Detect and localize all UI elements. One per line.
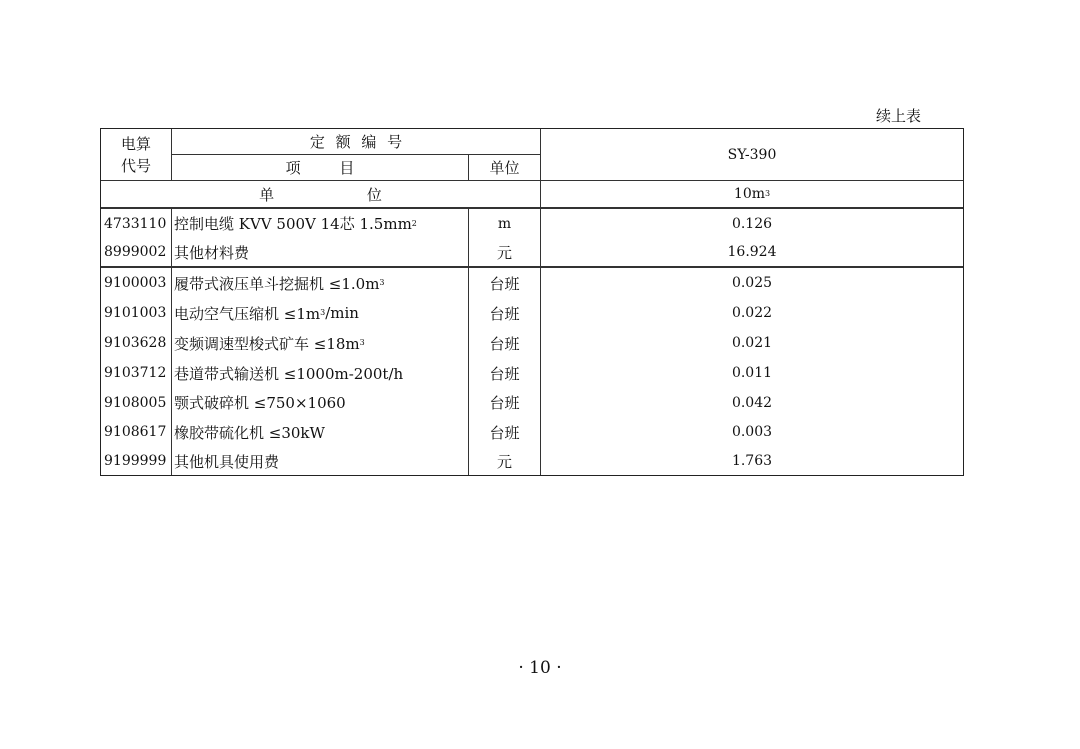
row-code: 9103712 <box>104 365 167 381</box>
row-unit: 台班 <box>489 364 520 383</box>
unit-row-label: 单 位 <box>259 185 382 204</box>
row-item-name: 控制电缆 KVV 500V 14芯 1.5mm <box>174 215 412 233</box>
code-column-header <box>101 129 171 180</box>
unit-row-value: 10m 3 <box>733 186 771 202</box>
row-value: 0.003 <box>731 424 773 440</box>
quota-table <box>100 128 964 476</box>
row-value: 0.022 <box>731 305 773 321</box>
row-code: 9108005 <box>104 394 167 411</box>
quota-number-label: 定 额 编 号 <box>309 133 403 151</box>
row-code: 9199999 <box>104 453 167 469</box>
row-item: 变频调速型梭式矿车 ≤18m 3 <box>174 334 365 353</box>
row-unit: 台班 <box>489 334 520 353</box>
row-unit: 台班 <box>489 304 520 323</box>
row-item-suffix: /min <box>325 304 359 322</box>
row-unit: 元 <box>496 452 512 471</box>
row-item <box>174 417 468 447</box>
row-item <box>174 388 468 417</box>
row-code: 9103628 <box>104 335 167 351</box>
row-unit: 台班 <box>489 423 520 442</box>
row-code: 8999002 <box>104 244 167 260</box>
row-item-name: 巷道带式输送机 ≤1000m-200t/h <box>174 364 404 383</box>
row-item: 控制电缆 KVV 500V 14芯 1.5mm 2 <box>174 215 417 233</box>
row-item-name: 颚式破碎机 ≤750×1060 <box>174 394 346 412</box>
row-code: 9100003 <box>104 275 167 291</box>
row-unit: 台班 <box>489 394 520 412</box>
row-value: 0.025 <box>731 275 773 291</box>
row-item-name: 其他材料费 <box>174 243 250 262</box>
code-header-line1: 电算 <box>120 134 151 153</box>
row-unit: m <box>497 215 512 232</box>
quota-number-value: SY-390 <box>727 146 777 163</box>
column-divider-line <box>171 208 172 475</box>
item-column-header: 项 目 <box>285 159 355 177</box>
row-value: 16.924 <box>727 244 777 260</box>
row-value: 0.126 <box>731 215 773 232</box>
row-item-name: 电动空气压缩机 ≤1m <box>174 304 321 323</box>
page-number: · 10 · <box>518 658 562 678</box>
row-code: 4733110 <box>104 215 167 232</box>
row-value: 0.021 <box>731 335 773 351</box>
row-item-name: 橡胶带硫化机 ≤30kW <box>174 423 325 442</box>
row-item: 履带式液压单斗挖掘机 ≤1.0m 3 <box>174 274 385 293</box>
row-unit: 台班 <box>489 274 520 293</box>
row-value: 1.763 <box>731 453 773 469</box>
row-unit: 元 <box>496 243 512 262</box>
continued-table-label: 续上表 <box>876 107 922 125</box>
unit-row-value-base: 10m <box>733 186 765 202</box>
row-item-name: 其他机具使用费 <box>174 452 280 471</box>
row-code: 9108617 <box>104 424 167 440</box>
row-item: 电动空气压缩机 ≤1m 3 /min <box>174 304 359 323</box>
row-item-name: 变频调速型梭式矿车 ≤18m <box>174 334 360 353</box>
row-item <box>174 447 468 475</box>
row-item <box>174 238 468 266</box>
row-item-name: 履带式液压单斗挖掘机 ≤1.0m <box>174 274 380 293</box>
row-code: 9101003 <box>104 305 167 321</box>
row-item <box>174 358 468 388</box>
row-value: 0.011 <box>731 365 773 381</box>
row-value: 0.042 <box>731 394 773 411</box>
unit-column-header: 单位 <box>489 159 520 177</box>
code-header-line2: 代号 <box>120 156 151 175</box>
